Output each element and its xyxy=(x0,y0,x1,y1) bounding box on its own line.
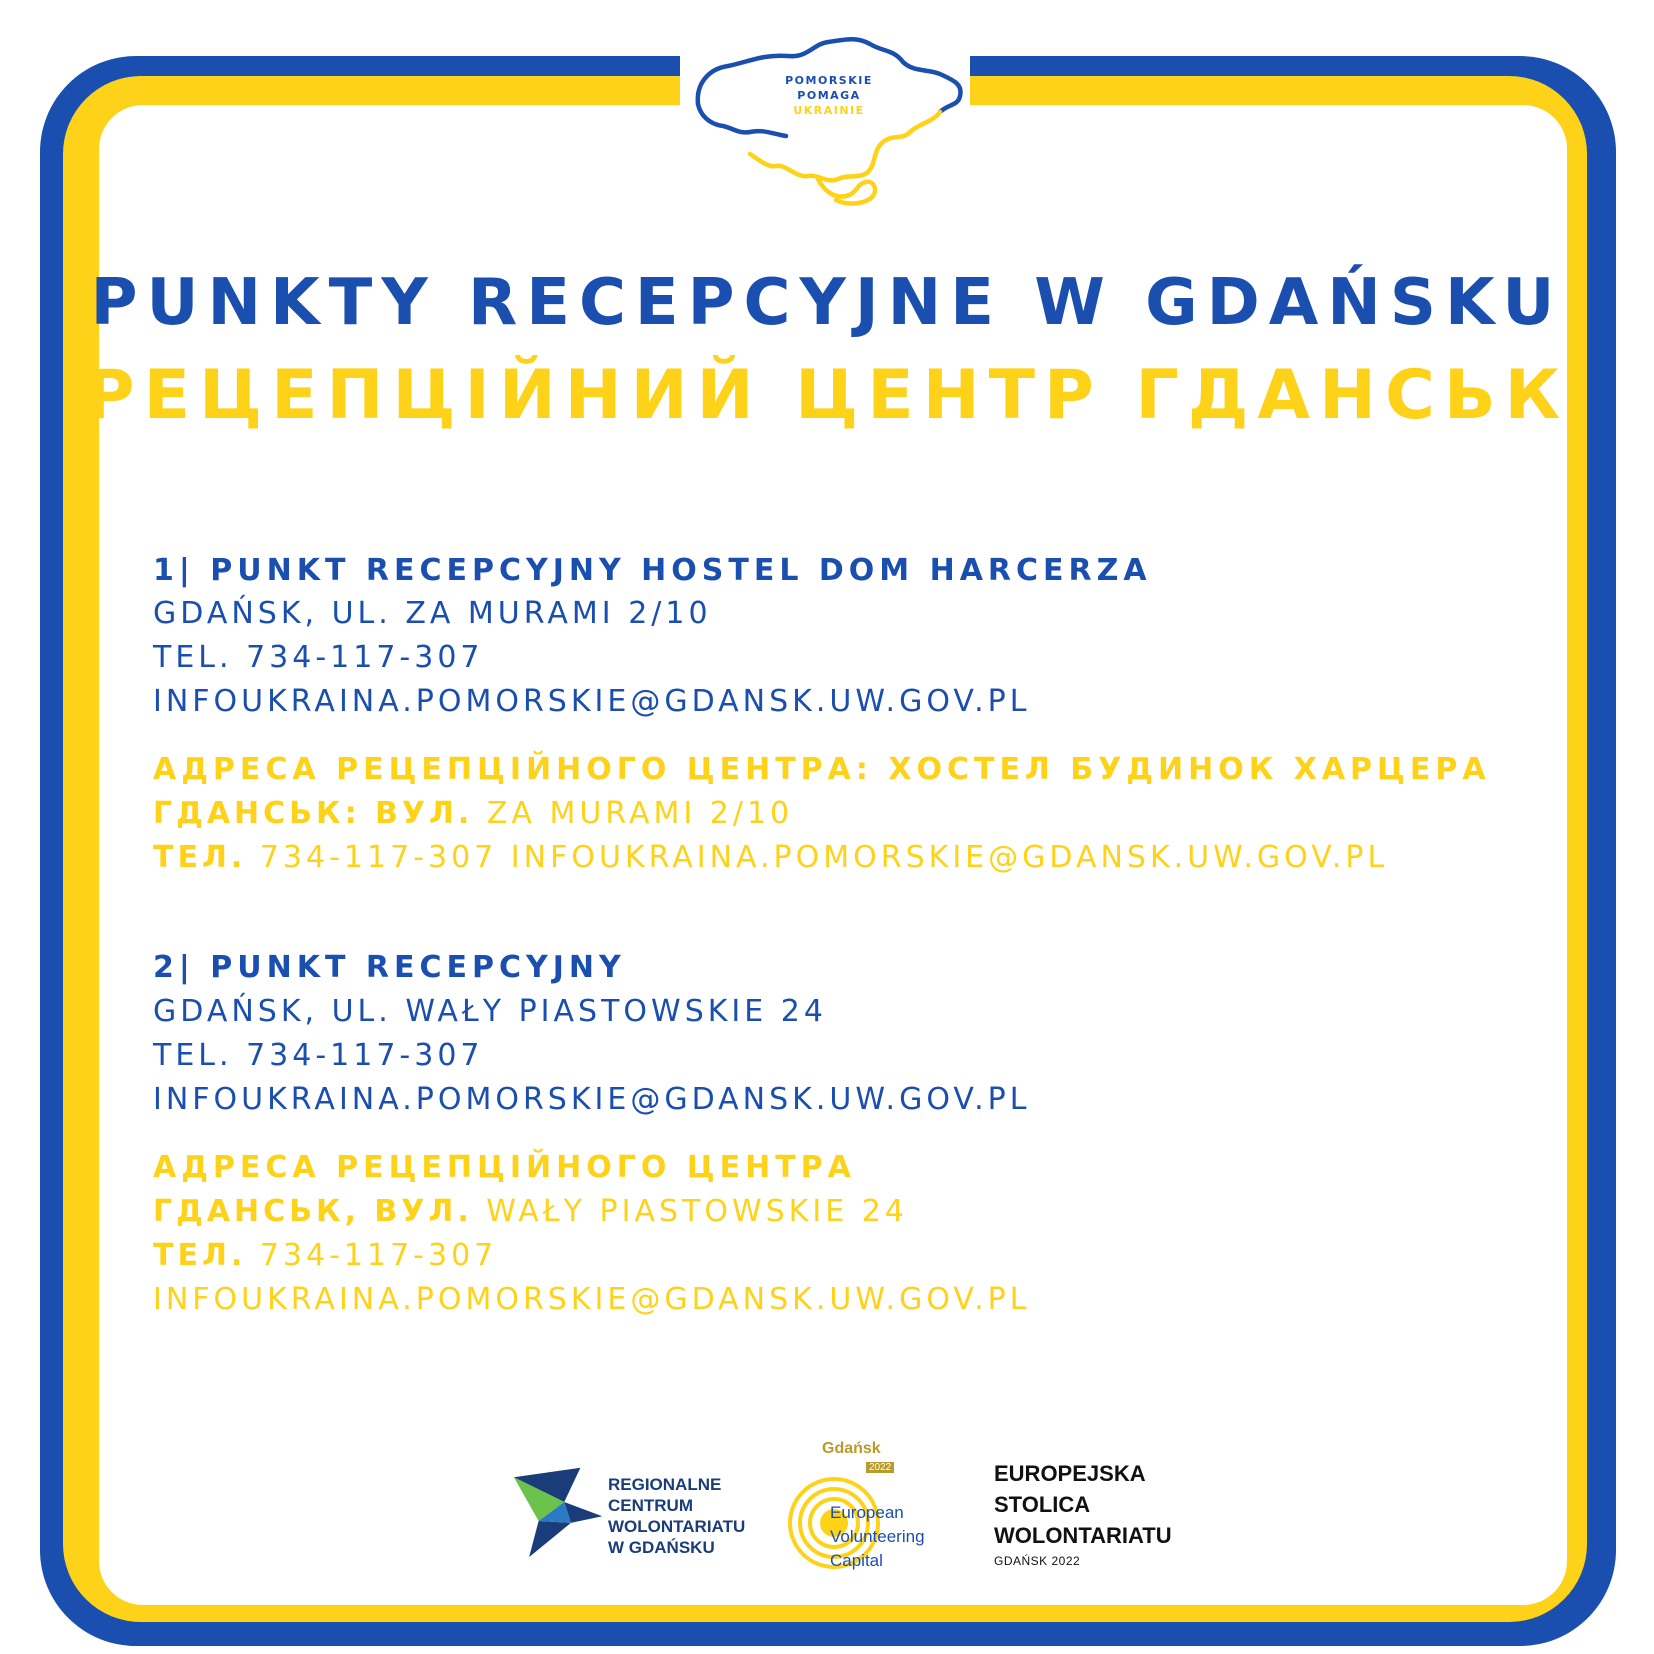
point1-tel-ua-value[interactable]: 734-117-307 INFOUKRAINA.POMORSKIE@GDANSK.UW.GOV.PL xyxy=(259,840,1389,875)
point2-address-pl: GDAŃSK, UL. WAŁY PIASTOWSKIE 24 xyxy=(153,994,827,1029)
evc-word3: Capital xyxy=(830,1551,883,1570)
point1-heading-pl: 1| PUNKT RECEPCYJNY HOSTEL DOM HARCERZA xyxy=(153,553,1152,588)
logo-text-line2: POMAGA xyxy=(797,89,861,102)
point1-address-ua-label: ГДАНСЬК: ВУЛ. xyxy=(153,796,474,831)
rcw-line3: WOLONTARIATU xyxy=(608,1517,746,1536)
point2-tel-ua xyxy=(153,1238,497,1273)
rcw-line2: CENTRUM xyxy=(608,1496,693,1515)
evc-word1: European xyxy=(830,1503,904,1522)
esw-subtitle: GDAŃSK 2022 xyxy=(994,1554,1081,1568)
point2-tel-ua-label: ТЕЛ. xyxy=(153,1238,247,1273)
point2-heading-ua: АДРЕСА РЕЦЕПЦІЙНОГО ЦЕНТРА xyxy=(153,1150,856,1185)
point1-address-ua xyxy=(153,796,793,831)
point1-tel-ua-label: ТЕЛ. xyxy=(153,840,247,875)
point1-tel-ua xyxy=(153,840,1388,875)
point2-address-ua xyxy=(153,1194,908,1229)
point1-tel-pl: TEL. 734-117-307 xyxy=(153,640,484,675)
rcw-line1: REGIONALNE xyxy=(608,1475,722,1494)
point2-tel-pl: TEL. 734-117-307 xyxy=(153,1038,484,1073)
evc-city: Gdańsk xyxy=(822,1440,881,1457)
point1-address-pl: GDAŃSK, UL. ZA MURAMI 2/10 xyxy=(153,596,712,631)
esw-line1: EUROPEJSKA xyxy=(994,1461,1146,1486)
esw-line2: STOLICA xyxy=(994,1492,1091,1517)
evc-year: 2022 xyxy=(866,1462,894,1473)
evc-word2: Volunteering xyxy=(830,1527,925,1546)
rcw-star-logo-icon xyxy=(512,1464,607,1559)
rcw-text xyxy=(608,1474,745,1558)
point1-email-pl[interactable]: INFOUKRAINA.POMORSKIE@GDANSK.UW.GOV.PL xyxy=(153,684,1031,719)
point1-address-ua-value: ZA MURAMI 2/10 xyxy=(486,796,794,831)
point2-tel-ua-value: 734-117-307 xyxy=(259,1238,498,1273)
title-ukrainian: РЕЦЕПЦІЙНИЙ ЦЕНТР ГДАНСЬК xyxy=(84,356,1570,435)
title-polish: PUNKTY RECEPCYJNE W GDAŃSKU xyxy=(90,266,1564,340)
point1-heading-ua: АДРЕСА РЕЦЕПЦІЙНОГО ЦЕНТРА: ХОСТЕЛ БУДИНОК ХАРЦЕРА xyxy=(153,752,1491,787)
esw-title xyxy=(994,1458,1172,1551)
point2-address-ua-label: ГДАНСЬК, ВУЛ. xyxy=(153,1194,473,1229)
point2-email-ua[interactable]: INFOUKRAINA.POMORSKIE@GDANSK.UW.GOV.PL xyxy=(153,1282,1031,1317)
point2-address-ua-value: WAŁY PIASTOWSKIE 24 xyxy=(486,1194,908,1229)
logo-text-line3: UKRAINIE xyxy=(793,104,865,117)
esw-line3: WOLONTARIATU xyxy=(994,1523,1172,1548)
logo-text-line1: POMORSKIE xyxy=(785,74,873,87)
point2-email-pl[interactable]: INFOUKRAINA.POMORSKIE@GDANSK.UW.GOV.PL xyxy=(153,1082,1031,1117)
rcw-line4: W GDAŃSKU xyxy=(608,1538,715,1557)
point2-heading-pl: 2| PUNKT RECEPCYJNY xyxy=(153,950,626,985)
